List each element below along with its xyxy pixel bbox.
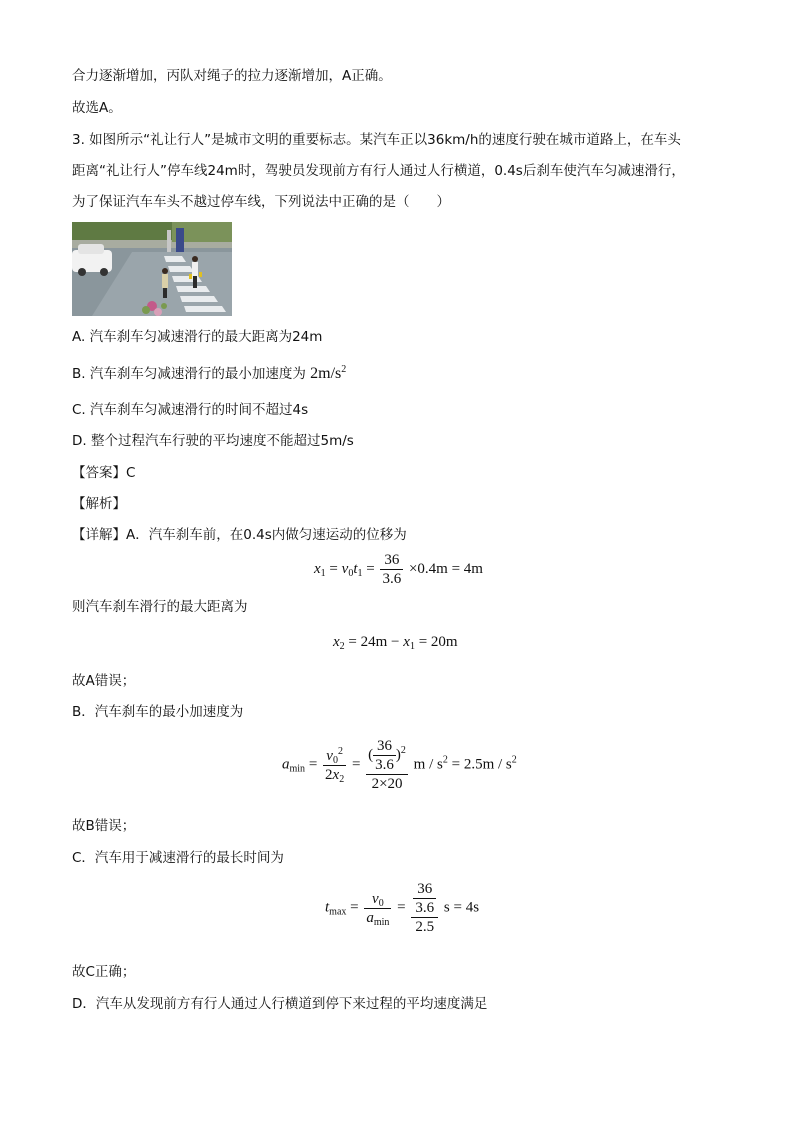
crosswalk-photo-icon <box>72 222 232 316</box>
explanation-c-intro: C．汽车用于减速滑行的最长时间为 <box>72 850 284 866</box>
answer: 【答案】C <box>72 465 136 481</box>
option-b-exp: 2 <box>341 364 347 375</box>
fraction: $\frac{v_0^2}{2x_2}$ <box>325 745 345 785</box>
fraction: ( $\frac{36}{3.6}$ )$^2$ 2×20 <box>368 738 406 792</box>
fraction: $\frac{\frac{36}{3.6}}{2.5}$ <box>411 880 438 936</box>
equation-4: $t_{max}$ = $\frac{v_0}{a_{min}}$ = $\frac{\frac{36}{3.6}}{2.5}$ s = 4s <box>325 881 480 935</box>
fraction: $\frac{v_0}{a_{min}}$ <box>366 890 390 928</box>
explanation-a-then: 则汽车刹车滑行的最大距离为 <box>72 599 248 615</box>
question-line: 3. 如图所示“礼让行人”是城市文明的重要标志。某汽车正以36km/h的速度行驶在城市道路上，在车头 <box>72 132 681 148</box>
explanation-d-intro: D．汽车从发现前方有行人通过人行横道到停下来过程的平均速度满足 <box>72 996 488 1012</box>
analysis-heading: 【解析】 <box>72 496 126 512</box>
option-d: D. 整个过程汽车行驶的平均速度不能超过5m/s <box>72 433 354 449</box>
option-b-text: B. 汽车刹车匀减速滑行的最小加速度为 <box>72 366 306 382</box>
explanation-a-conclusion: 故A错误； <box>72 673 136 689</box>
question-line: 为了保证汽车车头不越过停车线，下列说法中正确的是（ ） <box>72 194 450 210</box>
fraction: $\frac{36}{3.6}$ <box>382 552 402 587</box>
option-b <box>72 364 346 384</box>
explanation-b-intro: B．汽车刹车的最小加速度为 <box>72 704 244 720</box>
explanation-b-conclusion: 故B错误； <box>72 818 136 834</box>
equation-2: $x_2 = 24m - x_1 = 20m$ <box>333 634 458 652</box>
option-c: C. 汽车刹车匀减速滑行的时间不超过4s <box>72 402 309 418</box>
equation-3: $a_{min}$ = $\frac{v_0^2}{2x_2}$ = ( $\frac{36}{3.6}$ )$^2$ 2×20 $m / s^2 = 2.5m / s^2$ <box>282 738 517 792</box>
explanation-a-intro: 【详解】A．汽车刹车前，在0.4s内做匀速运动的位移为 <box>72 527 407 543</box>
text-line: 合力逐渐增加，丙队对绳子的拉力逐渐增加，A正确。 <box>72 68 392 84</box>
explanation-c-conclusion: 故C正确； <box>72 964 136 980</box>
option-a: A. 汽车刹车匀减速滑行的最大距离为24m <box>72 329 323 345</box>
text-line: 故选A。 <box>72 100 122 116</box>
option-b-value: 2m/s <box>310 365 342 382</box>
question-line: 距离“礼让行人”停车线24m时，驾驶员发现前方有行人通过人行横道，0.4s后刹车使汽车匀减速滑行， <box>72 163 685 179</box>
equation-1: $x_1 = v_0t_1$ = $\frac{36}{3.6}$ ×0.4m = 4m <box>314 552 483 587</box>
